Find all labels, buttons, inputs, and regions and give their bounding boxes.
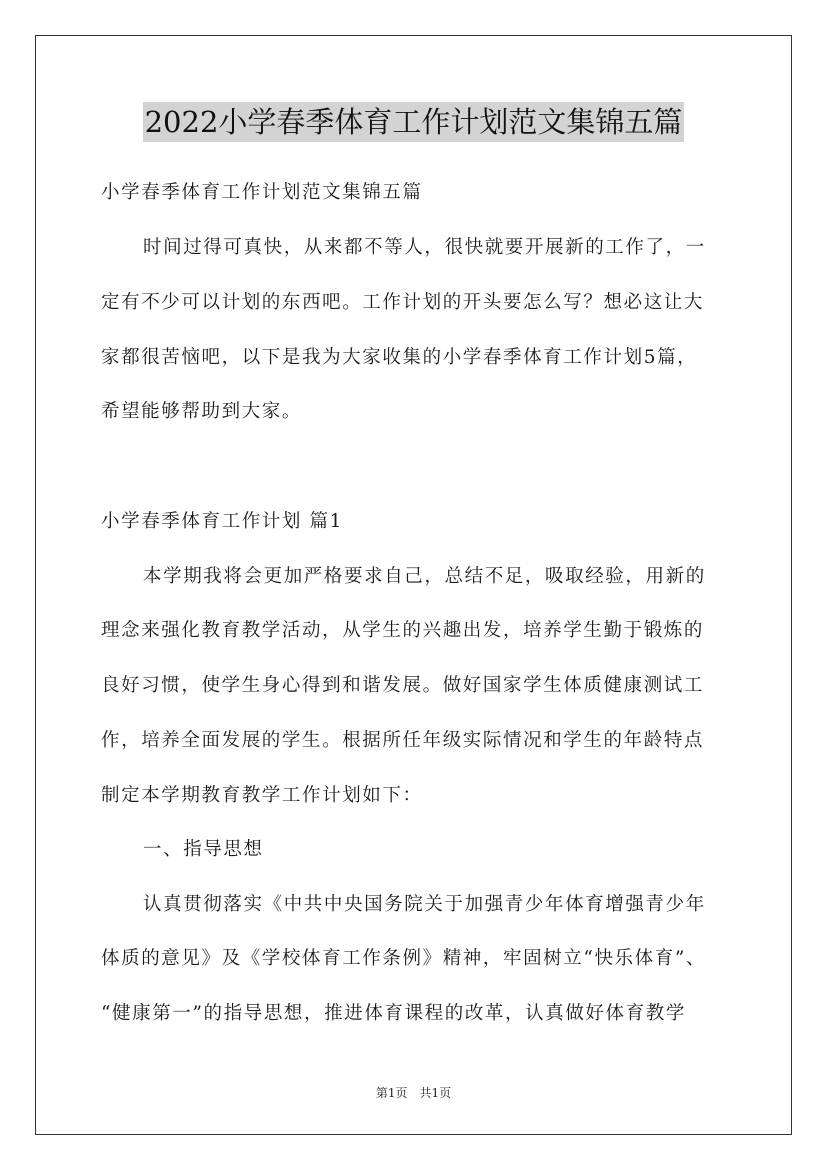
guide-line-2: 体质的意见》及《学校体育工作条例》精神，牢固树立“快乐体育”、 bbox=[101, 948, 707, 969]
intro-line-1: 时间过得可真快，从来都不等人，很快就要开展新的工作了，一 bbox=[143, 237, 706, 258]
guide-line-3: “健康第一”的指导思想，推进体育课程的改革，认真做好体育教学 bbox=[101, 1003, 686, 1024]
section-line-2: 理念来强化教育教学活动，从学生的兴趣出发，培养学生勤于锻炼的 bbox=[101, 620, 705, 641]
intro-line-3: 家都很苦恼吧，以下是我为大家收集的小学春季体育工作计划5篇， bbox=[101, 347, 698, 368]
section-line-3: 良好习惯，使学生身心得到和谐发展。做好国家学生体质健康测试工 bbox=[101, 675, 705, 696]
section-line-4: 作，培养全面发展的学生。根据所任年级实际情况和学生的年龄特点 bbox=[101, 730, 705, 751]
document-title: 2022小学春季体育工作计划范文集锦五篇 bbox=[143, 102, 685, 142]
section-line-1: 本学期我将会更加严格要求自己，总结不足，吸取经验，用新的 bbox=[143, 566, 706, 587]
page-footer: 第1页 共1页 bbox=[375, 1086, 452, 1100]
intro-line-4: 希望能够帮助到大家。 bbox=[101, 401, 303, 422]
title-container bbox=[0, 102, 827, 142]
intro-line-2: 定有不少可以计划的东西吧。工作计划的开头要怎么写？想必这让大 bbox=[101, 292, 705, 313]
subheading: 一、指导思想 bbox=[143, 839, 264, 860]
section-heading: 小学春季体育工作计划 篇1 bbox=[101, 511, 343, 532]
guide-line-1: 认真贯彻落实《中共中央国务院关于加强青少年体育增强青少年 bbox=[143, 894, 706, 915]
document-subtitle: 小学春季体育工作计划范文集锦五篇 bbox=[101, 182, 423, 203]
section-line-5: 制定本学期教育教学工作计划如下： bbox=[101, 785, 423, 806]
